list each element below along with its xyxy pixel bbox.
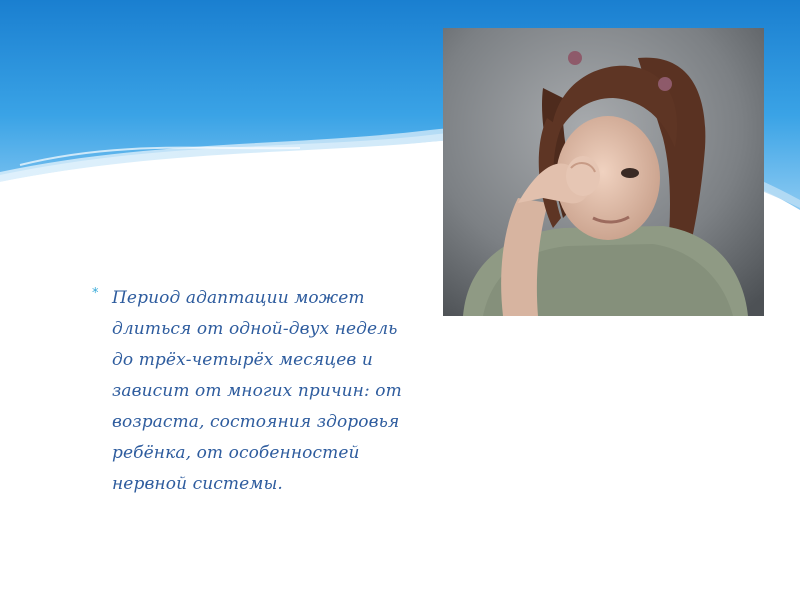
photo-illustration	[443, 28, 764, 316]
bullet-icon: *	[92, 286, 99, 301]
bullet-item	[92, 283, 412, 500]
adaptation-paragraph: Период адаптации может длиться от одной-двух недель до трёх-четырёх месяцев и зависит от многих причин: от возраста, состояния здоровья ребёнка, от особенностей нервной системы.	[112, 288, 402, 494]
text-block	[92, 283, 412, 500]
crying-girl-photo	[443, 28, 764, 316]
